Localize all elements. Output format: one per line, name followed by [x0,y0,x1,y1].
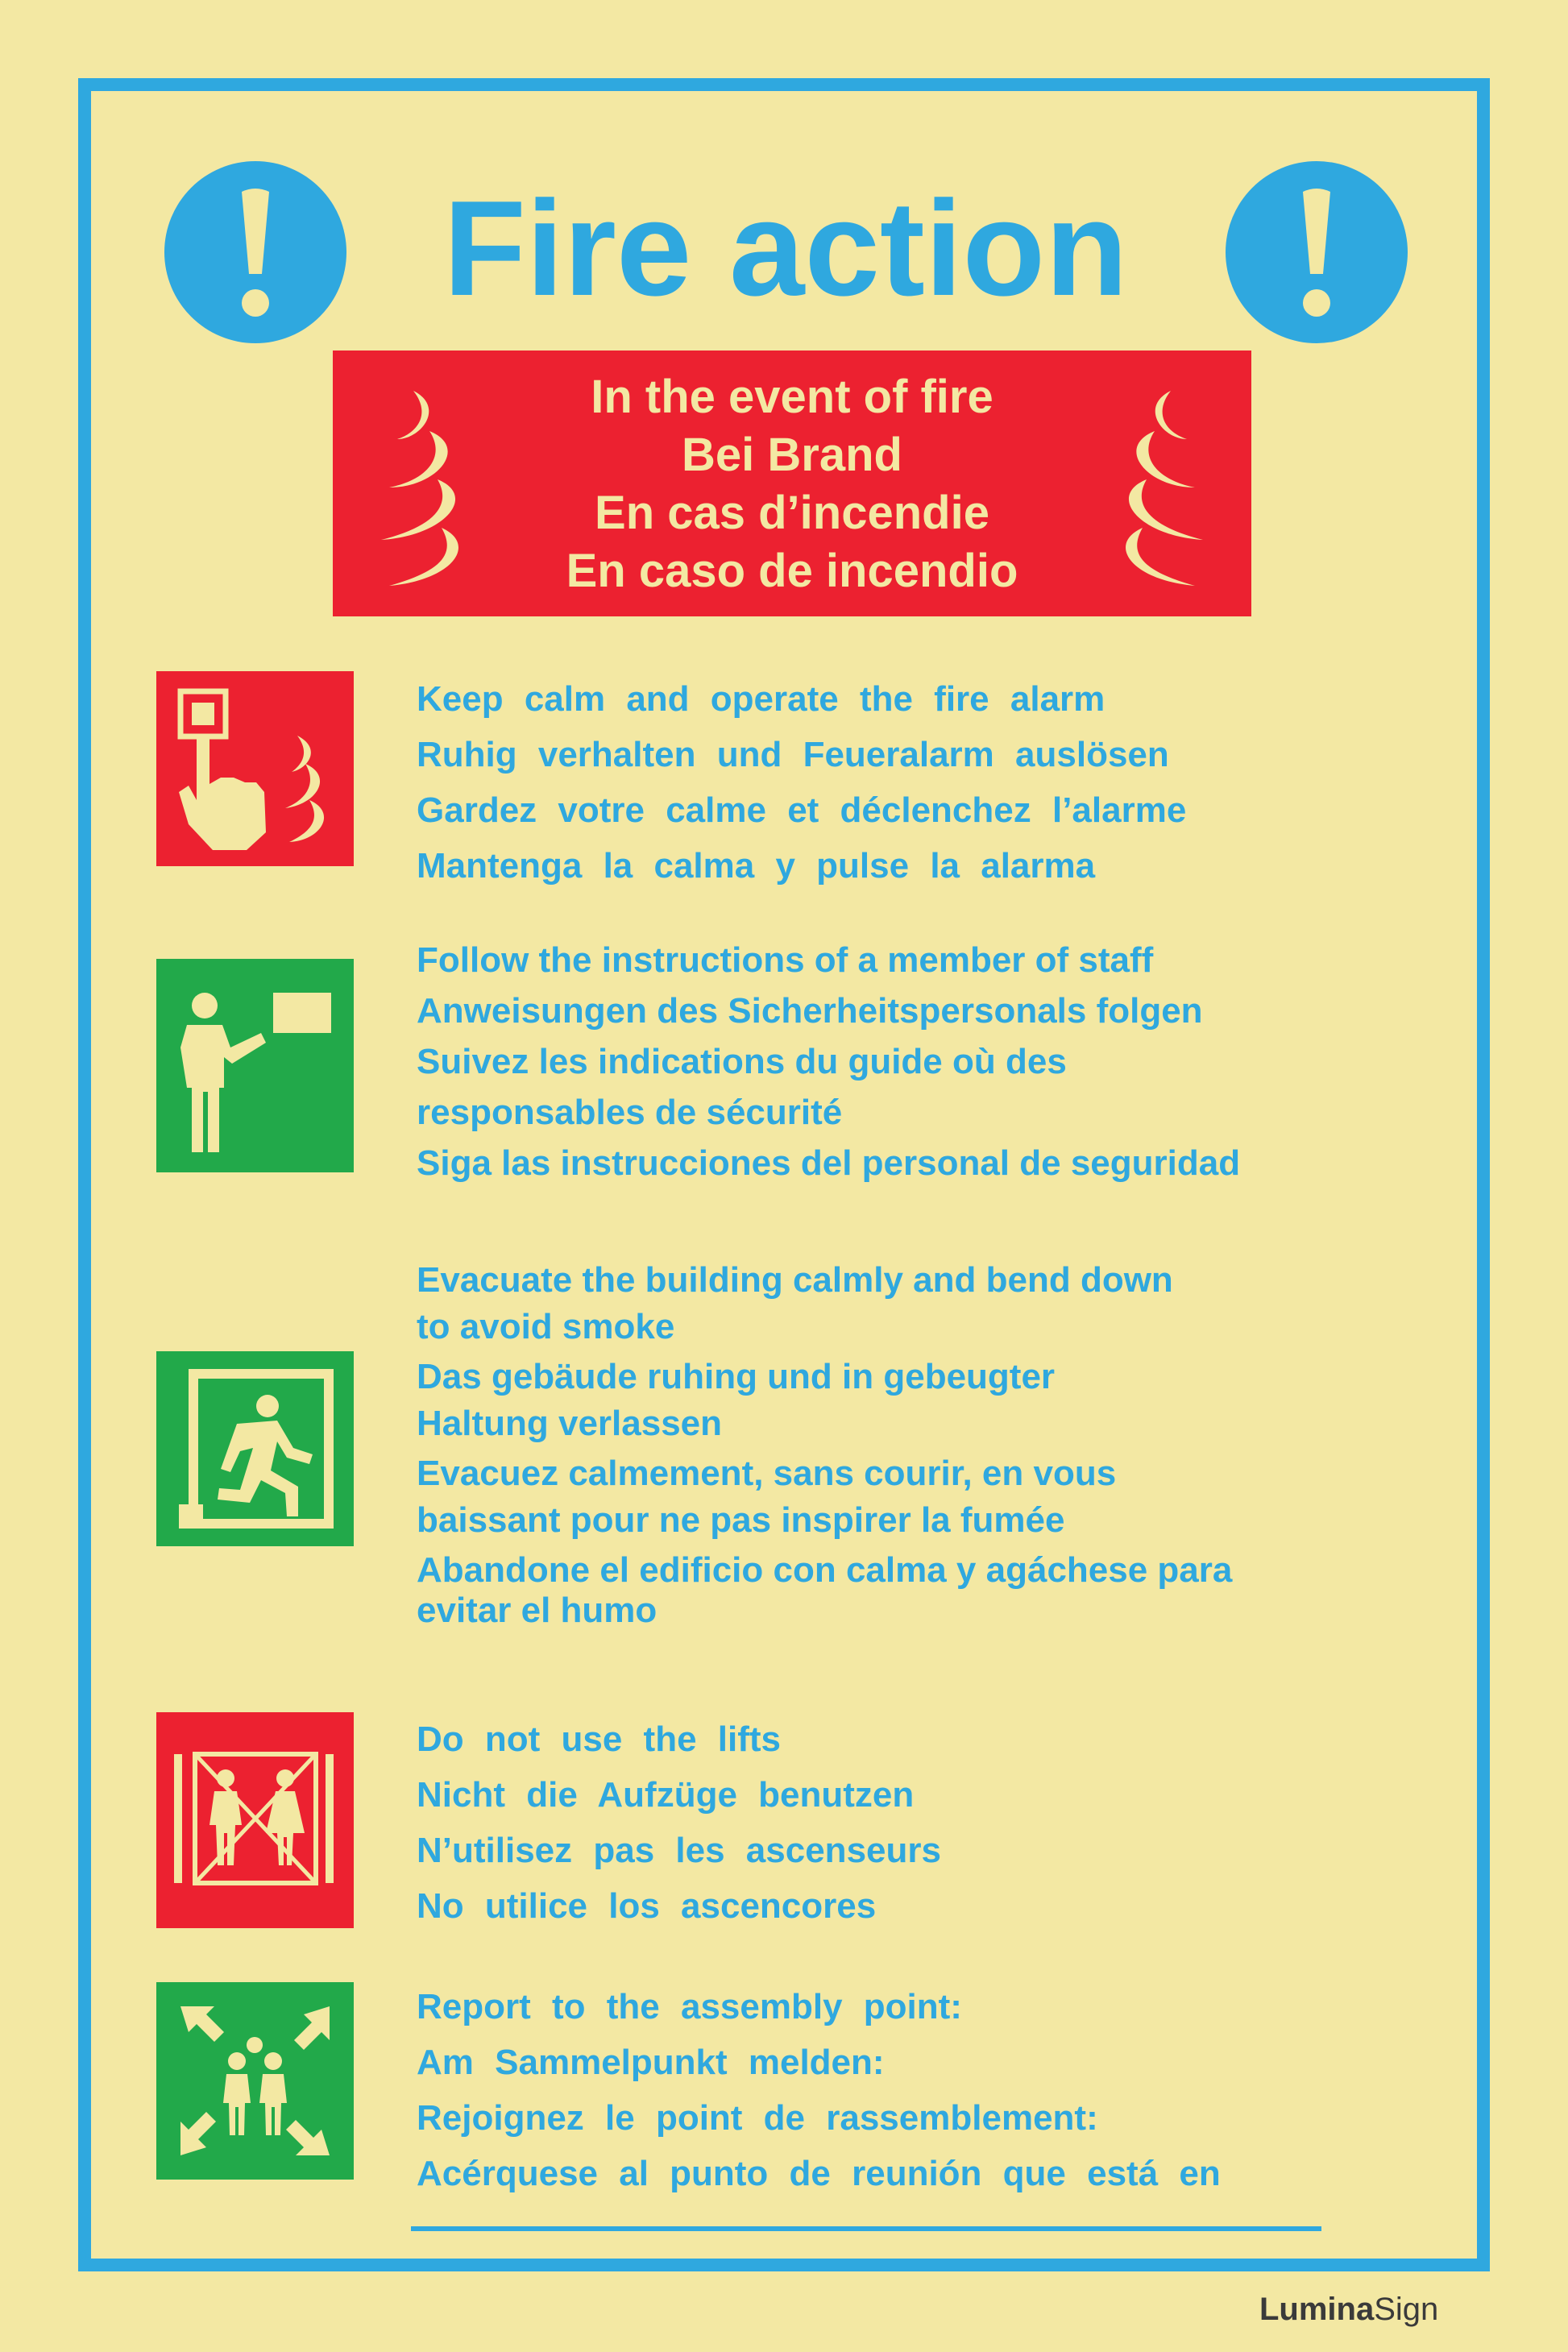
brand-logo [1259,2292,1438,2328]
banner-line-spanish: En caso de incendio [566,545,1018,597]
banner-line-german: Bei Brand [682,429,902,481]
step-4-line-spanish: No utilice los ascencores [417,1886,877,1926]
banner-line-english: In the event of fire [591,371,993,423]
logo-text-sign: Sign [1374,2292,1439,2327]
step-1-text [417,671,1186,894]
page-title: Fire action [443,172,1128,324]
step-5-line-german: Am Sammelpunkt melden: [417,2043,885,2082]
step-1-line-spanish: Mantenga la calma y pulse la alarma [417,846,1096,886]
step-3-line-german-1: Das gebäude ruhing und in gebeugter [417,1357,1056,1396]
step-2-line-german: Anweisungen des Sicherheitspersonals folgen [417,991,1203,1031]
step-1-line-german: Ruhig verhalten und Feueralarm auslösen [417,735,1169,774]
assembly-point-icon [156,1982,354,2180]
step-5-line-spanish: Acérquese al punto de reunión que está en [417,2154,1221,2193]
step-3-line-french-2: baissant pour ne pas inspirer la fumée [417,1500,1065,1540]
fire-alarm-call-point-icon [156,671,354,866]
step-5-text [417,1979,1221,2201]
evacuate-pictogram [156,1351,354,1546]
staff-instruction-icon [156,959,354,1172]
step-5-line-french: Rejoignez le point de rassemblement: [417,2098,1098,2138]
staff-pictogram [156,959,354,1172]
step-4-line-english: Do not use the lifts [417,1719,781,1759]
left-flame-icon [365,375,494,592]
lifts-pictogram [156,1712,354,1928]
step-4-text [417,1711,941,1934]
step-2-line-spanish: Siga las instrucciones del personal de seguridad [417,1143,1241,1183]
logo-text-lumina: Lumina [1259,2292,1375,2327]
step-3-line-german-2: Haltung verlassen [417,1404,723,1443]
step-2-line-french-1: Suivez les indications du guide où des [417,1042,1067,1081]
step-1-line-english: Keep calm and operate the fire alarm [417,679,1105,719]
step-3-line-french-1: Evacuez calmement, sans courir, en vous [417,1454,1117,1493]
emergency-exit-running-man-icon [156,1351,354,1546]
assembly-point-underline [411,2226,1321,2231]
step-3-line-spanish-2: evitar el humo [417,1591,657,1630]
banner-line-french: En cas d’incendie [595,487,989,539]
step-3-text [417,1255,1232,1636]
step-3-line-spanish-1: Abandone el edificio con calma y agáchese para [417,1550,1233,1590]
step-4-line-german: Nicht die Aufzüge benutzen [417,1775,915,1815]
step-4-line-french: N’utilisez pas les ascenseurs [417,1831,941,1870]
fire-alarm-pictogram [156,671,354,866]
step-2-text [417,935,1240,1188]
step-2-line-english: Follow the instructions of a member of staff [417,940,1154,980]
step-1-line-french: Gardez votre calme et déclenchez l’alarme [417,790,1187,830]
fire-event-banner [333,351,1251,616]
right-flame-icon [1090,375,1219,592]
step-3-line-english-1: Evacuate the building calmly and bend down [417,1260,1173,1300]
step-5-line-english: Report to the assembly point: [417,1987,962,2026]
assembly-pictogram [156,1982,354,2180]
step-3-line-english-2: to avoid smoke [417,1307,675,1346]
no-lifts-icon [156,1712,354,1928]
step-2-line-french-2: responsables de sécurité [417,1093,843,1132]
